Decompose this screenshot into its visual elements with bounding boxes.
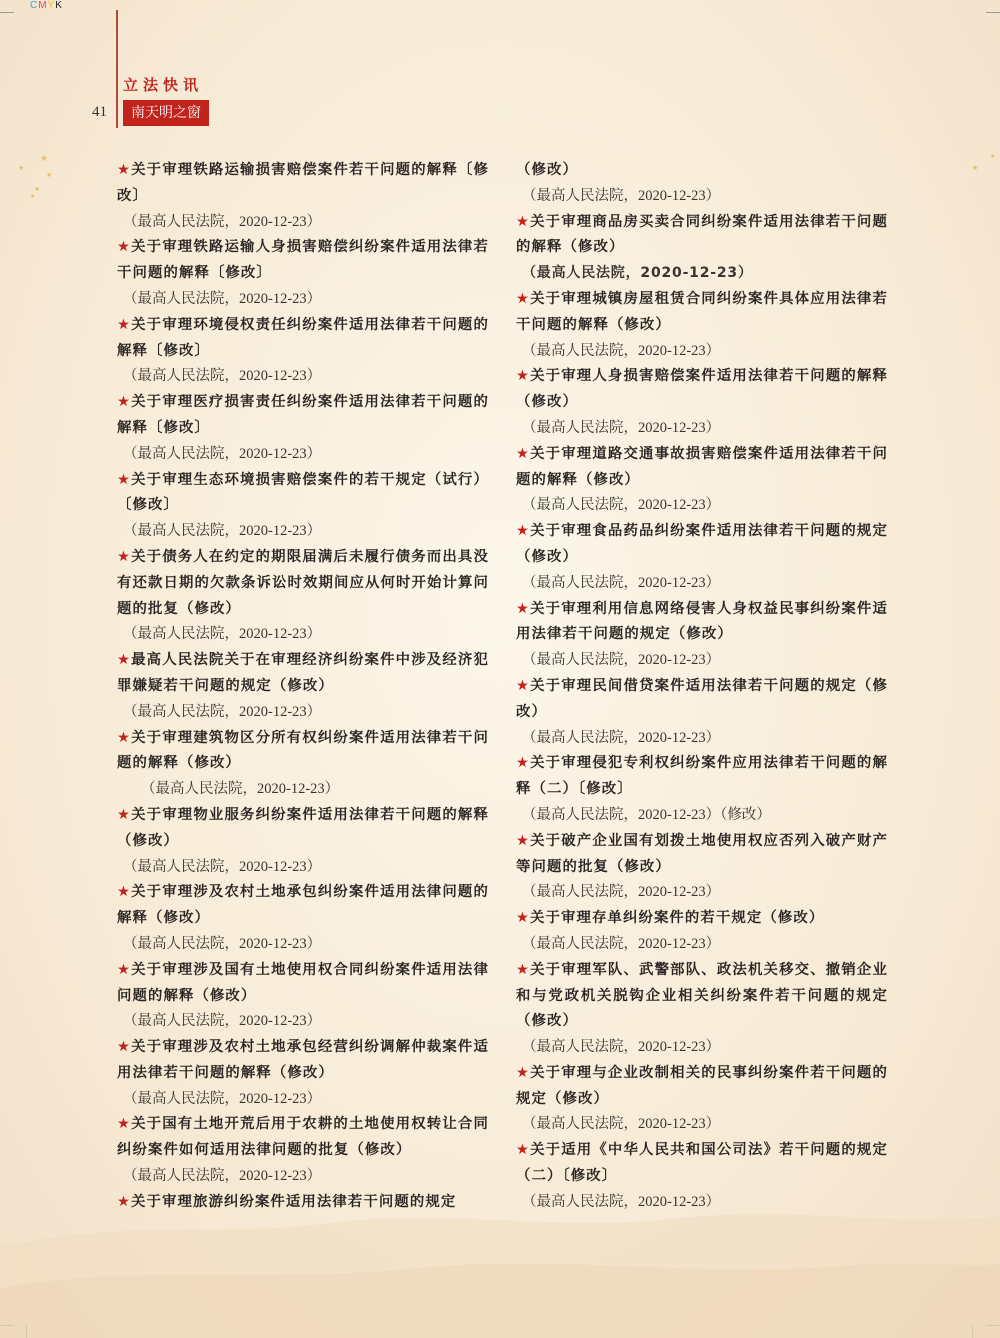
entry-title-text: 关于审理食品药品纠纷案件适用法律若干问题的规定（修改） bbox=[516, 523, 888, 565]
entry-source: （最高人民法院，2020-12-23） bbox=[522, 574, 721, 591]
right-column bbox=[516, 158, 888, 1216]
decorative-star-icon: ★ bbox=[34, 185, 41, 193]
entry-title-text: 关于审理铁路运输人身损害赔偿纠纷案件适用法律若干问题的解释〔修改〕 bbox=[117, 239, 489, 282]
entry-source: （最高人民法院，2020-12-23） bbox=[123, 523, 322, 540]
entry-title-text: 关于审理医疗损害责任纠纷案件适用法律若干问题的解释〔修改〕 bbox=[117, 394, 489, 436]
decorative-star-icon: ★ bbox=[46, 171, 53, 179]
entry-source: （最高人民法院，2020-12-23） bbox=[522, 884, 721, 901]
cmyk-k: K bbox=[55, 0, 63, 11]
star-icon: ★ bbox=[516, 1142, 531, 1159]
entry-source: （最高人民法院，2020-12-23） bbox=[522, 187, 721, 204]
cmyk-y: Y bbox=[47, 0, 56, 11]
entry-title-text: 关于审理城镇房屋租赁合同纠纷案件具体应用法律若干问题的解释（修改） bbox=[516, 290, 888, 333]
crop-mark bbox=[26, 1325, 27, 1338]
list-item bbox=[117, 648, 489, 725]
page-number: 41 bbox=[92, 104, 107, 120]
entry-title-text: 关于审理侵犯专利权纠纷案件应用法律若干问题的解释（二）〔修改〕 bbox=[516, 755, 888, 798]
entry-source: （最高人民法院，2020-12-23） bbox=[123, 290, 322, 307]
entry-title bbox=[516, 829, 888, 881]
section-title: 立法快讯 bbox=[123, 76, 204, 94]
star-icon: ★ bbox=[516, 213, 531, 230]
column-tag: 南天明之窗 bbox=[123, 100, 209, 126]
list-item bbox=[117, 1190, 489, 1216]
entry-source: （最高人民法院，2020-12-23） bbox=[522, 1039, 721, 1056]
entry-title-text: 关于审理与企业改制相关的民事纠纷案件若干问题的规定（修改） bbox=[516, 1064, 888, 1107]
list-item bbox=[117, 880, 489, 957]
decorative-star-icon: ★ bbox=[30, 193, 36, 200]
star-icon: ★ bbox=[516, 961, 531, 978]
star-icon: ★ bbox=[117, 729, 132, 746]
entry-title-text: 关于适用《中华人民共和国公司法》若干问题的规定（二）〔修改〕 bbox=[516, 1142, 888, 1185]
entry-title bbox=[516, 442, 888, 494]
entry-source: （最高人民法院，2020-12-23） bbox=[522, 935, 721, 952]
entry-title bbox=[516, 958, 888, 1035]
cmyk-c: C bbox=[30, 0, 39, 11]
entry-title bbox=[117, 313, 489, 365]
list-item bbox=[117, 235, 489, 312]
entry-title: （修改） bbox=[516, 162, 578, 178]
star-icon: ★ bbox=[117, 961, 132, 978]
entry-title bbox=[117, 880, 489, 932]
entry-source: （最高人民法院，2020-12-23） bbox=[522, 729, 721, 746]
list-item bbox=[516, 597, 888, 674]
entry-title bbox=[516, 364, 888, 416]
entry-source: （最高人民法院，2020-12-23） bbox=[522, 1116, 721, 1133]
list-item bbox=[117, 158, 489, 235]
left-column bbox=[117, 158, 489, 1216]
entry-title-text: 最高人民法院关于在审理经济纠纷案件中涉及经济犯罪嫌疑若干问题的规定（修改） bbox=[117, 652, 489, 694]
entry-title bbox=[117, 468, 489, 520]
entry-source: （最高人民法院，2020-12-23） bbox=[123, 858, 322, 875]
list-item bbox=[117, 313, 489, 390]
star-icon: ★ bbox=[516, 677, 531, 694]
star-icon: ★ bbox=[117, 394, 132, 411]
list-item bbox=[516, 674, 888, 751]
entry-source: （最高人民法院，2020-12-23） bbox=[123, 626, 322, 643]
entry-title bbox=[117, 726, 489, 778]
star-icon: ★ bbox=[117, 1116, 132, 1133]
list-item bbox=[117, 468, 489, 545]
entry-title bbox=[117, 390, 489, 442]
crop-mark bbox=[972, 1325, 973, 1338]
entry-title-text: 关于审理物业服务纠纷案件适用法律若干问题的解释（修改） bbox=[117, 806, 489, 849]
entry-title-text: 关于审理利用信息网络侵害人身权益民事纠纷案件适用法律若干问题的规定（修改） bbox=[516, 600, 888, 643]
entry-source: （最高人民法院，2020-12-23） bbox=[123, 445, 322, 462]
list-item-continued bbox=[516, 158, 888, 210]
entry-title bbox=[117, 158, 489, 210]
star-icon: ★ bbox=[117, 548, 132, 565]
entry-title-text: 关于审理涉及农村土地承包经营纠纷调解仲裁案件适用法律若干问题的解释（修改） bbox=[117, 1039, 489, 1081]
entry-source: （最高人民法院，2020-12-23） bbox=[123, 935, 322, 952]
entry-source: （最高人民法院，2020-12-23） bbox=[522, 652, 721, 669]
list-item bbox=[516, 829, 888, 906]
entry-title-text: 关于审理旅游纠纷案件适用法律若干问题的规定 bbox=[131, 1193, 457, 1210]
list-item bbox=[516, 958, 888, 1061]
entry-title bbox=[117, 648, 489, 700]
entry-title bbox=[117, 803, 489, 855]
entry-source: （最高人民法院，2020-12-23） bbox=[522, 342, 721, 359]
entry-title-text: 关于破产企业国有划拨土地使用权应否列入破产财产等问题的批复（修改） bbox=[516, 832, 888, 875]
entry-title bbox=[516, 1138, 888, 1190]
entry-title bbox=[516, 906, 888, 932]
decorative-star-icon: ★ bbox=[40, 154, 49, 164]
entry-title bbox=[516, 1061, 888, 1113]
crop-mark bbox=[986, 12, 1000, 13]
list-item bbox=[516, 442, 888, 519]
cmyk-color-bar bbox=[30, 0, 63, 11]
list-item bbox=[117, 803, 489, 880]
star-icon: ★ bbox=[117, 162, 132, 178]
entry-source: （最高人民法院，2020-12-23） bbox=[522, 265, 753, 282]
entry-source: （最高人民法院，2020-12-23） bbox=[123, 703, 322, 720]
decorative-star-icon: ★ bbox=[18, 164, 25, 172]
list-item bbox=[516, 287, 888, 364]
header-divider bbox=[116, 10, 118, 128]
decorative-star-icon: ★ bbox=[972, 164, 979, 172]
star-icon: ★ bbox=[117, 1193, 132, 1210]
star-icon: ★ bbox=[516, 600, 531, 617]
list-item bbox=[117, 545, 489, 648]
entry-title-text: 关于审理商品房买卖合同纠纷案件适用法律若干问题的解释（修改） bbox=[516, 213, 888, 256]
entry-title-text: 关于审理涉及农村土地承包纠纷案件适用法律问题的解释（修改） bbox=[117, 884, 489, 927]
entry-title bbox=[117, 1035, 489, 1087]
entry-title-text: 关于审理存单纠纷案件的若干规定（修改） bbox=[530, 910, 825, 927]
list-item bbox=[117, 390, 489, 467]
entry-source: （最高人民法院，2020-12-23） bbox=[522, 1193, 721, 1210]
entry-source: （最高人民法院，2020-12-23） bbox=[123, 1013, 322, 1030]
entry-title bbox=[117, 1112, 489, 1164]
star-icon: ★ bbox=[516, 368, 531, 385]
entry-title bbox=[516, 210, 888, 262]
star-icon: ★ bbox=[516, 910, 531, 927]
crop-mark bbox=[986, 1325, 1000, 1326]
list-item bbox=[516, 210, 888, 287]
entry-title bbox=[516, 597, 888, 649]
entry-source: （最高人民法院，2020-12-23） bbox=[522, 419, 721, 436]
list-item bbox=[516, 364, 888, 441]
entry-title-text: 关于审理生态环境损害赔偿案件的若干规定（试行）〔修改〕 bbox=[117, 471, 489, 514]
list-item bbox=[516, 1061, 888, 1138]
list-item bbox=[117, 958, 489, 1035]
list-item bbox=[516, 751, 888, 828]
entry-title bbox=[117, 235, 489, 287]
star-icon: ★ bbox=[516, 290, 531, 307]
entry-title bbox=[117, 958, 489, 1010]
star-icon: ★ bbox=[117, 806, 132, 823]
star-icon: ★ bbox=[516, 523, 531, 540]
entry-source: （最高人民法院，2020-12-23）（修改） bbox=[522, 806, 771, 823]
entry-source: （最高人民法院，2020-12-23） bbox=[123, 368, 322, 385]
list-item bbox=[117, 726, 489, 803]
entry-title bbox=[516, 751, 888, 803]
star-icon: ★ bbox=[117, 316, 132, 333]
list-item bbox=[516, 906, 888, 958]
star-icon: ★ bbox=[516, 445, 531, 462]
entry-title-text: 关于审理环境侵权责任纠纷案件适用法律若干问题的解释〔修改〕 bbox=[117, 316, 489, 359]
list-item bbox=[117, 1112, 489, 1189]
entry-title bbox=[117, 1190, 489, 1216]
entry-source: （最高人民法院，2020-12-23） bbox=[522, 497, 721, 514]
entry-title bbox=[516, 519, 888, 571]
star-icon: ★ bbox=[117, 239, 132, 256]
entry-title bbox=[516, 287, 888, 339]
star-icon: ★ bbox=[516, 755, 531, 772]
entry-title-text: 关于债务人在约定的期限届满后未履行债务而出具没有还款日期的欠款条诉讼时效期间应从何时开始计算问题的批复（修改） bbox=[117, 548, 489, 617]
entry-title-text: 关于审理铁路运输损害赔偿案件若干问题的解释〔修改〕 bbox=[117, 162, 489, 204]
star-icon: ★ bbox=[117, 884, 132, 901]
star-icon: ★ bbox=[117, 471, 132, 488]
entry-title-text: 关于审理涉及国有土地使用权合同纠纷案件适用法律问题的解释（修改） bbox=[117, 961, 489, 1004]
entry-title bbox=[516, 674, 888, 726]
cmyk-m: M bbox=[38, 0, 48, 11]
star-icon: ★ bbox=[117, 1039, 132, 1056]
entry-source: （最高人民法院，2020-12-23） bbox=[123, 1090, 322, 1107]
entry-title bbox=[117, 545, 489, 622]
entry-title-text: 关于审理道路交通事故损害赔偿案件适用法律若干问题的解释（修改） bbox=[516, 445, 888, 488]
entry-source: （最高人民法院，2020-12-23） bbox=[123, 1168, 322, 1185]
crop-mark bbox=[0, 12, 14, 13]
star-icon: ★ bbox=[117, 652, 132, 669]
entry-title-text: 关于审理军队、武警部队、政法机关移交、撤销企业和与党政机关脱钩企业相关纠纷案件若干问题的规定（修改） bbox=[516, 961, 888, 1030]
entry-source: （最高人民法院，2020-12-23） bbox=[123, 213, 322, 230]
list-item bbox=[516, 519, 888, 596]
decorative-star-icon: ★ bbox=[990, 153, 996, 160]
star-icon: ★ bbox=[516, 1064, 531, 1081]
entry-title-text: 关于审理建筑物区分所有权纠纷案件适用法律若干问题的解释（修改） bbox=[117, 729, 489, 772]
entry-title-text: 关于国有土地开荒后用于农耕的土地使用权转让合同纠纷案件如何适用法律问题的批复（修改） bbox=[117, 1116, 489, 1159]
star-icon: ★ bbox=[516, 832, 531, 849]
list-item bbox=[516, 1138, 888, 1215]
entry-title-text: 关于审理民间借贷案件适用法律若干问题的规定（修改） bbox=[516, 677, 888, 720]
list-item bbox=[117, 1035, 489, 1112]
entry-source: （最高人民法院，2020-12-23） bbox=[141, 781, 340, 798]
entry-title-text: 关于审理人身损害赔偿案件适用法律若干问题的解释（修改） bbox=[516, 368, 888, 411]
crop-mark bbox=[0, 1325, 14, 1326]
